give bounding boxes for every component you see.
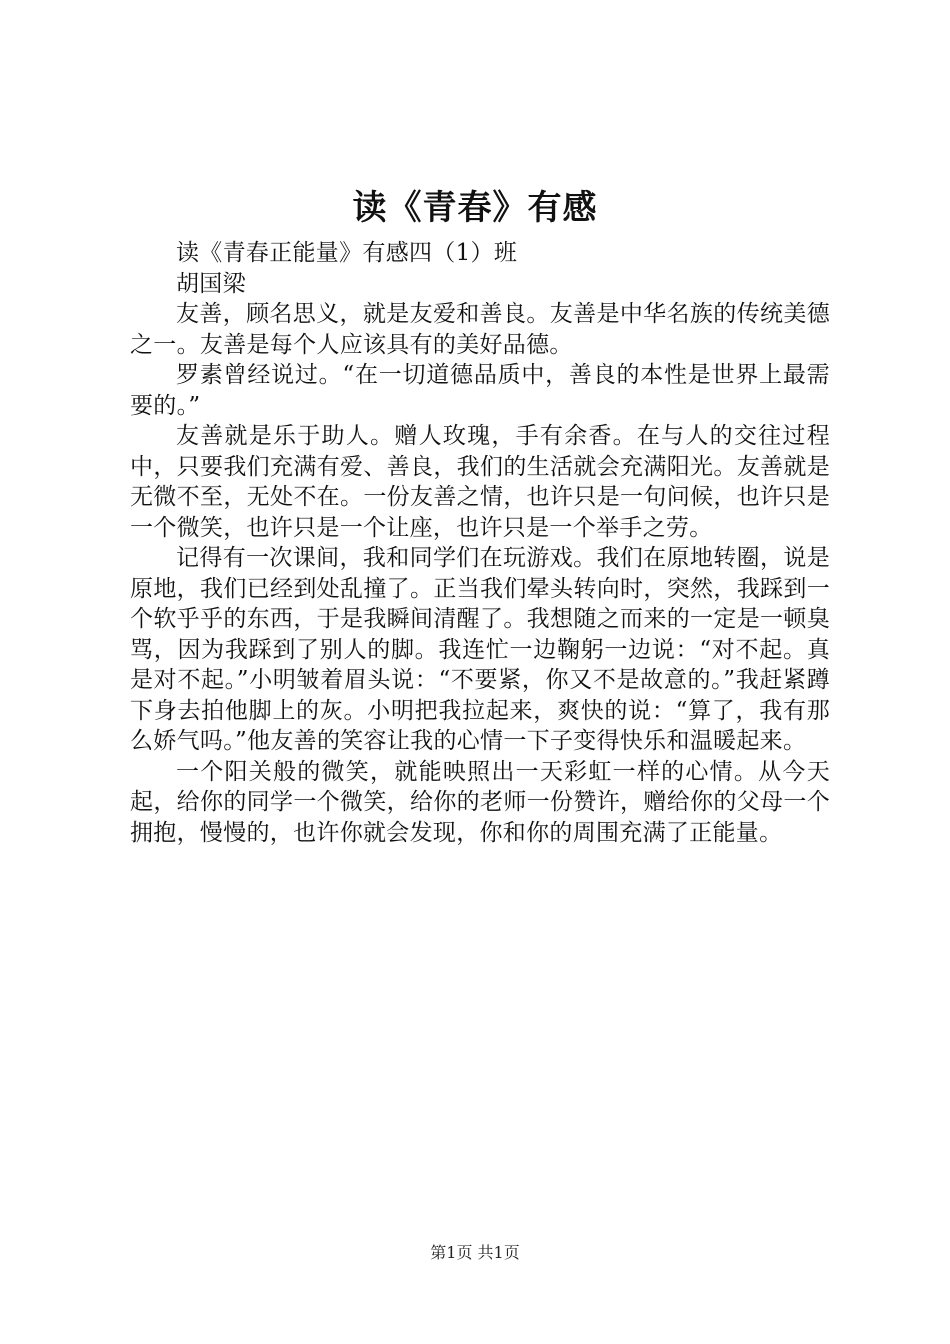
- paragraph: 友善，顾名思义，就是友爱和善良。友善是中华名族的传统美德之一。友善是每个人应该具有的美好品德。: [130, 301, 830, 358]
- page-footer: 第1页 共1页: [430, 1243, 520, 1262]
- document-body: [130, 238, 830, 848]
- paragraph: 记得有一次课间，我和同学们在玩游戏。我们在原地转圈，说是原地，我们已经到处乱撞了。正当我们晕头转向时，突然，我踩到一个软乎乎的东西，于是我瞬间清醒了。我想随之而来的一定是一顿臭骂，因为我踩到了别人的脚。我连忙一边鞠躬一边说：“对不起。真是对不起。”小明皱着眉头说：“不要紧，你又不是故意的。”我赶紧蹲下身去拍他脚上的灰。小明把我拉起来，爽快的说：“算了，我有那么娇气吗。”他友善的笑容让我的心情一下子变得快乐和温暖起来。: [130, 545, 830, 754]
- paragraph: 罗素曾经说过。“在一切道德品质中，善良的本性是世界上最需要的。”: [130, 362, 830, 419]
- document-title: 读《青春》有感: [352, 188, 598, 228]
- paragraph: 友善就是乐于助人。赠人玫瑰，手有余香。在与人的交往过程中，只要我们充满有爱、善良，我们的生活就会充满阳光。友善就是无微不至，无处不在。一份友善之情，也许只是一句问候，也许只是一个微笑，也许只是一个让座，也许只是一个举手之劳。: [130, 423, 830, 541]
- paragraph: 一个阳关般的微笑，就能映照出一天彩虹一样的心情。从今天起，给你的同学一个微笑，给你的老师一份赞许，赠给你的父母一个拥抱，慢慢的，也许你就会发现，你和你的周围充满了正能量。: [130, 758, 830, 846]
- subtitle-line: 读《青春正能量》有感四（1）班: [176, 240, 518, 266]
- author-line: 胡国梁: [176, 270, 246, 297]
